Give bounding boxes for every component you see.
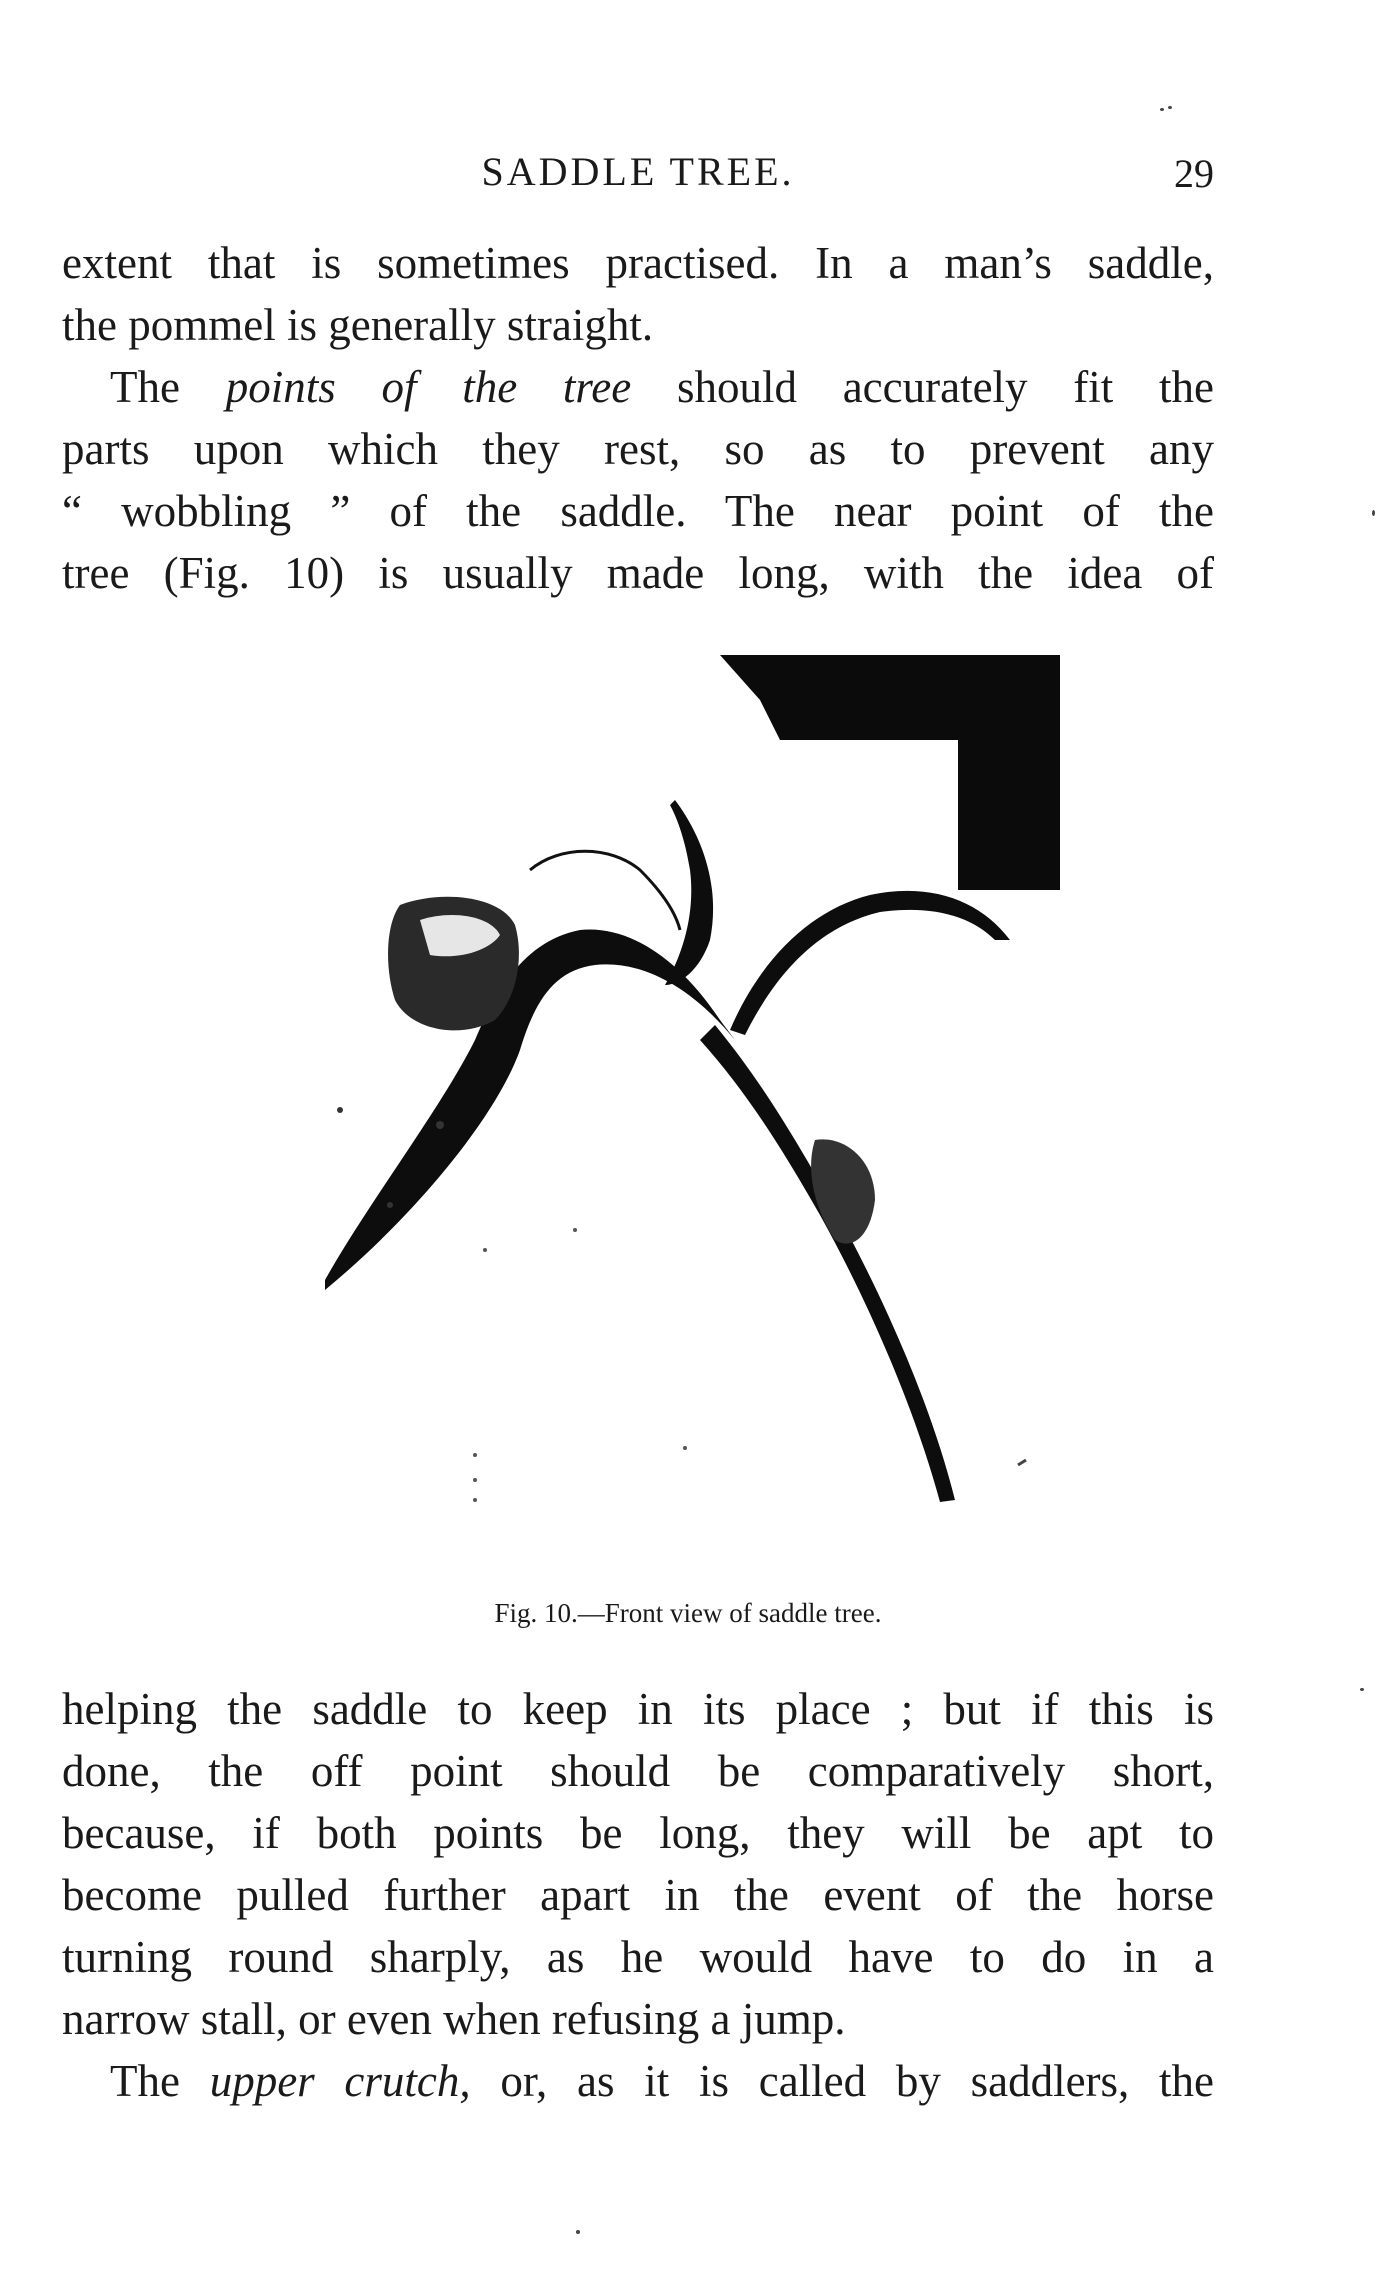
speck: [573, 1228, 577, 1232]
page-speck: [1372, 510, 1375, 516]
speck: [483, 1248, 487, 1252]
text-run: The: [110, 2056, 210, 2106]
text-line: the pommel is generally straight.: [62, 300, 654, 350]
emphasis-points-of-the-tree: points of the tree: [225, 362, 632, 412]
emphasis-upper-crutch: upper crutch,: [209, 2056, 471, 2106]
page-number: 29: [1174, 151, 1214, 196]
page-header: [62, 148, 1214, 198]
text-line: extent that is sometimes practised. In a man’s saddle,: [62, 238, 1214, 288]
page-speck: [1160, 108, 1164, 111]
text-line: parts upon which they rest, so as to prevent any: [62, 424, 1214, 474]
text-block-top: [62, 232, 1214, 604]
running-head: SADDLE TREE.: [481, 149, 795, 194]
speck: [683, 1446, 687, 1450]
speck: [473, 1498, 477, 1502]
text-line: become pulled further apart in the event of the horse: [62, 1870, 1214, 1920]
page-speck: [576, 2230, 580, 2234]
speck: [473, 1453, 477, 1457]
tree-cantle-arc: [730, 891, 1010, 1035]
paragraph-3: [62, 1678, 1214, 2050]
page-speck: [1168, 106, 1172, 109]
pommel-horn: [665, 800, 713, 985]
text-run: The: [110, 362, 226, 412]
speck-dash: [1018, 1460, 1026, 1465]
speck: [473, 1478, 477, 1482]
thin-arc: [530, 851, 680, 930]
tree-off-side: [700, 1025, 955, 1502]
figure-caption: Fig. 10.—Front view of saddle tree.: [494, 1598, 882, 1628]
text-line: narrow stall, or even when refusing a jump.: [62, 1994, 846, 2044]
side-bar-lump: [811, 1139, 875, 1243]
text-run: should accurately fit the: [631, 362, 1214, 412]
text-line: tree (Fig. 10) is usually made long, with the idea of: [62, 548, 1214, 598]
text-line: “ wobbling ” of the saddle. The near point of the: [62, 486, 1214, 536]
paragraph-1: [62, 232, 1214, 356]
text-line: helping the saddle to keep in its place ; but if this is: [62, 1684, 1214, 1734]
text-line: turning round sharply, as he would have to do in a: [62, 1932, 1214, 1982]
paragraph-4: [62, 2050, 1214, 2112]
figure-saddle-tree: [290, 640, 1090, 1540]
text-line: done, the off point should be comparatively short,: [62, 1746, 1214, 1796]
text-line: [62, 2050, 1214, 2112]
text-line: because, if both points be long, they will be apt to: [62, 1808, 1214, 1858]
tree-near-side: [325, 930, 735, 1290]
text-run: or, as it is called by saddlers, the: [470, 2056, 1215, 2106]
speck: [436, 1121, 444, 1129]
paragraph-2: [62, 356, 1214, 604]
corner-block: [720, 655, 1060, 890]
text-line: [62, 356, 1214, 418]
speck: [387, 1202, 393, 1208]
speck: [337, 1107, 343, 1113]
page-speck: [1360, 1688, 1364, 1691]
saddle-tree-illustration: [290, 640, 1090, 1540]
text-block-bottom: [62, 1678, 1214, 2112]
